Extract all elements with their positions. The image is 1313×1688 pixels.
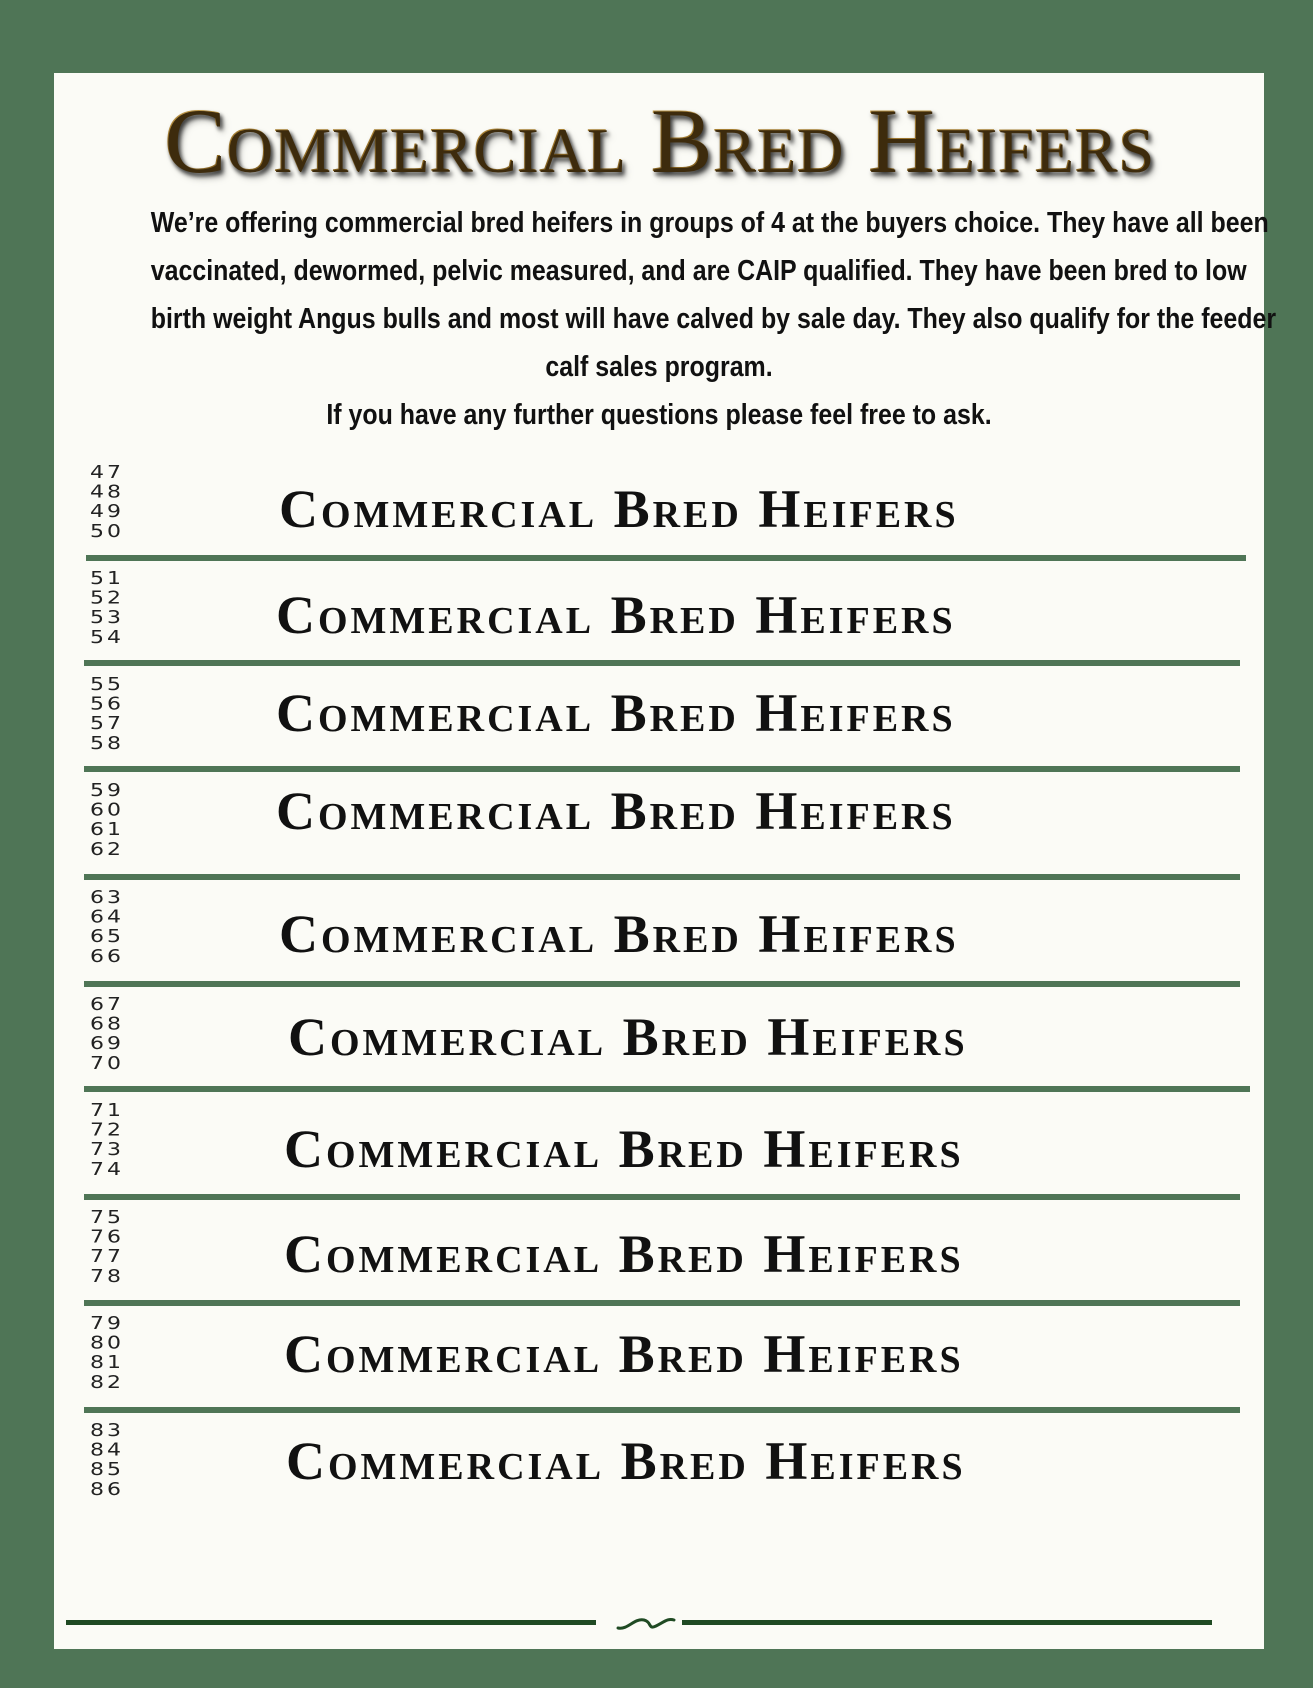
footer-rule-left [66,1620,596,1625]
lot-row [54,1208,1264,1312]
lot-number: 76 [90,1226,124,1248]
lot-numbers [90,675,150,754]
lot-numbers [90,1208,150,1287]
catalog-page [54,73,1277,1649]
page-title: Commercial Bred Heifers [54,85,1264,195]
lot-numbers [90,1421,150,1500]
intro-paragraph [150,199,1277,439]
lot-title: Commercial Bred Heifers [276,585,956,645]
lot-number: 52 [90,587,124,609]
lot-number: 78 [90,1266,124,1287]
lot-row [54,1314,1264,1418]
lot-number: 70 [90,1053,124,1074]
row-divider [86,555,1246,561]
lot-number: 68 [90,1013,124,1035]
row-divider [84,1086,1250,1092]
lot-number: 72 [90,1119,124,1141]
lot-number: 48 [90,481,124,503]
lot-number: 73 [90,1139,124,1161]
lot-title: Commercial Bred Heifers [279,904,959,964]
lot-number: 67 [90,994,124,1015]
lot-numbers [90,1101,150,1180]
lot-number: 86 [90,1479,124,1500]
lot-title: Commercial Bred Heifers [284,1119,964,1179]
lot-number: 79 [90,1313,124,1334]
lot-number: 62 [90,839,124,860]
lot-numbers [90,888,150,967]
lot-row [54,1421,1264,1525]
swash-ornament-icon [614,1610,678,1634]
lot-number: 51 [90,568,124,589]
intro-line: We’re offering commercial bred heifers in groups of 4 at the buyers choice. They have all been [150,207,1269,239]
row-divider [84,1407,1240,1413]
lot-number: 65 [90,926,124,948]
lot-title: Commercial Bred Heifers [288,1007,968,1067]
lot-number: 47 [90,462,124,483]
intro-line: vaccinated, dewormed, pelvic measured, and are CAIP qualified. They have been bred to low [150,255,1247,287]
lot-numbers [90,569,150,648]
lot-row [54,569,1264,673]
lot-numbers [90,463,150,542]
lot-number: 60 [90,799,124,821]
lot-number: 64 [90,906,124,928]
lot-number: 75 [90,1207,124,1228]
lot-number: 56 [90,693,124,715]
lot-number: 50 [90,521,124,542]
lot-title: Commercial Bred Heifers [279,479,959,539]
row-divider [84,981,1240,987]
lot-row [54,675,1264,779]
row-divider [84,874,1240,880]
intro-line: birth weight Angus bulls and most will have calved by sale day. They also qualify for the feeder [150,303,1277,335]
row-divider [84,1194,1240,1200]
lot-title: Commercial Bred Heifers [284,1224,964,1284]
lot-number: 49 [90,501,124,523]
lot-number: 57 [90,713,124,735]
lot-title: Commercial Bred Heifers [284,1324,964,1384]
lot-number: 63 [90,887,124,908]
lot-number: 59 [90,780,124,801]
lot-number: 69 [90,1033,124,1055]
lot-numbers [90,1314,150,1393]
lot-number: 83 [90,1420,124,1441]
footer-rule [66,1610,1212,1634]
lot-number: 85 [90,1459,124,1481]
row-divider [84,766,1240,772]
lot-number: 53 [90,607,124,629]
lot-number: 54 [90,627,124,648]
lot-title: Commercial Bred Heifers [286,1431,966,1491]
lot-number: 80 [90,1332,124,1354]
lot-row [54,781,1264,885]
lot-number: 55 [90,674,124,695]
lot-number: 84 [90,1439,124,1461]
row-divider [84,1300,1240,1306]
footer-rule-right [682,1620,1212,1625]
lot-number: 66 [90,946,124,967]
lot-row [54,888,1264,992]
lot-title: Commercial Bred Heifers [276,683,956,743]
lot-row [54,1101,1264,1205]
lot-number: 61 [90,819,124,841]
lot-numbers [90,781,150,860]
lot-number: 82 [90,1372,124,1393]
lot-number: 58 [90,733,124,754]
lot-title: Commercial Bred Heifers [276,781,956,841]
lot-numbers [90,995,150,1074]
intro-line: calf sales program. [545,351,773,383]
lot-number: 74 [90,1159,124,1180]
intro-closing: If you have any further questions please feel free to ask. [326,399,992,431]
lot-number: 81 [90,1352,124,1374]
lot-row [54,463,1264,567]
lot-number: 71 [90,1100,124,1121]
lot-number: 77 [90,1246,124,1268]
lot-row [54,995,1264,1099]
row-divider [84,660,1240,666]
